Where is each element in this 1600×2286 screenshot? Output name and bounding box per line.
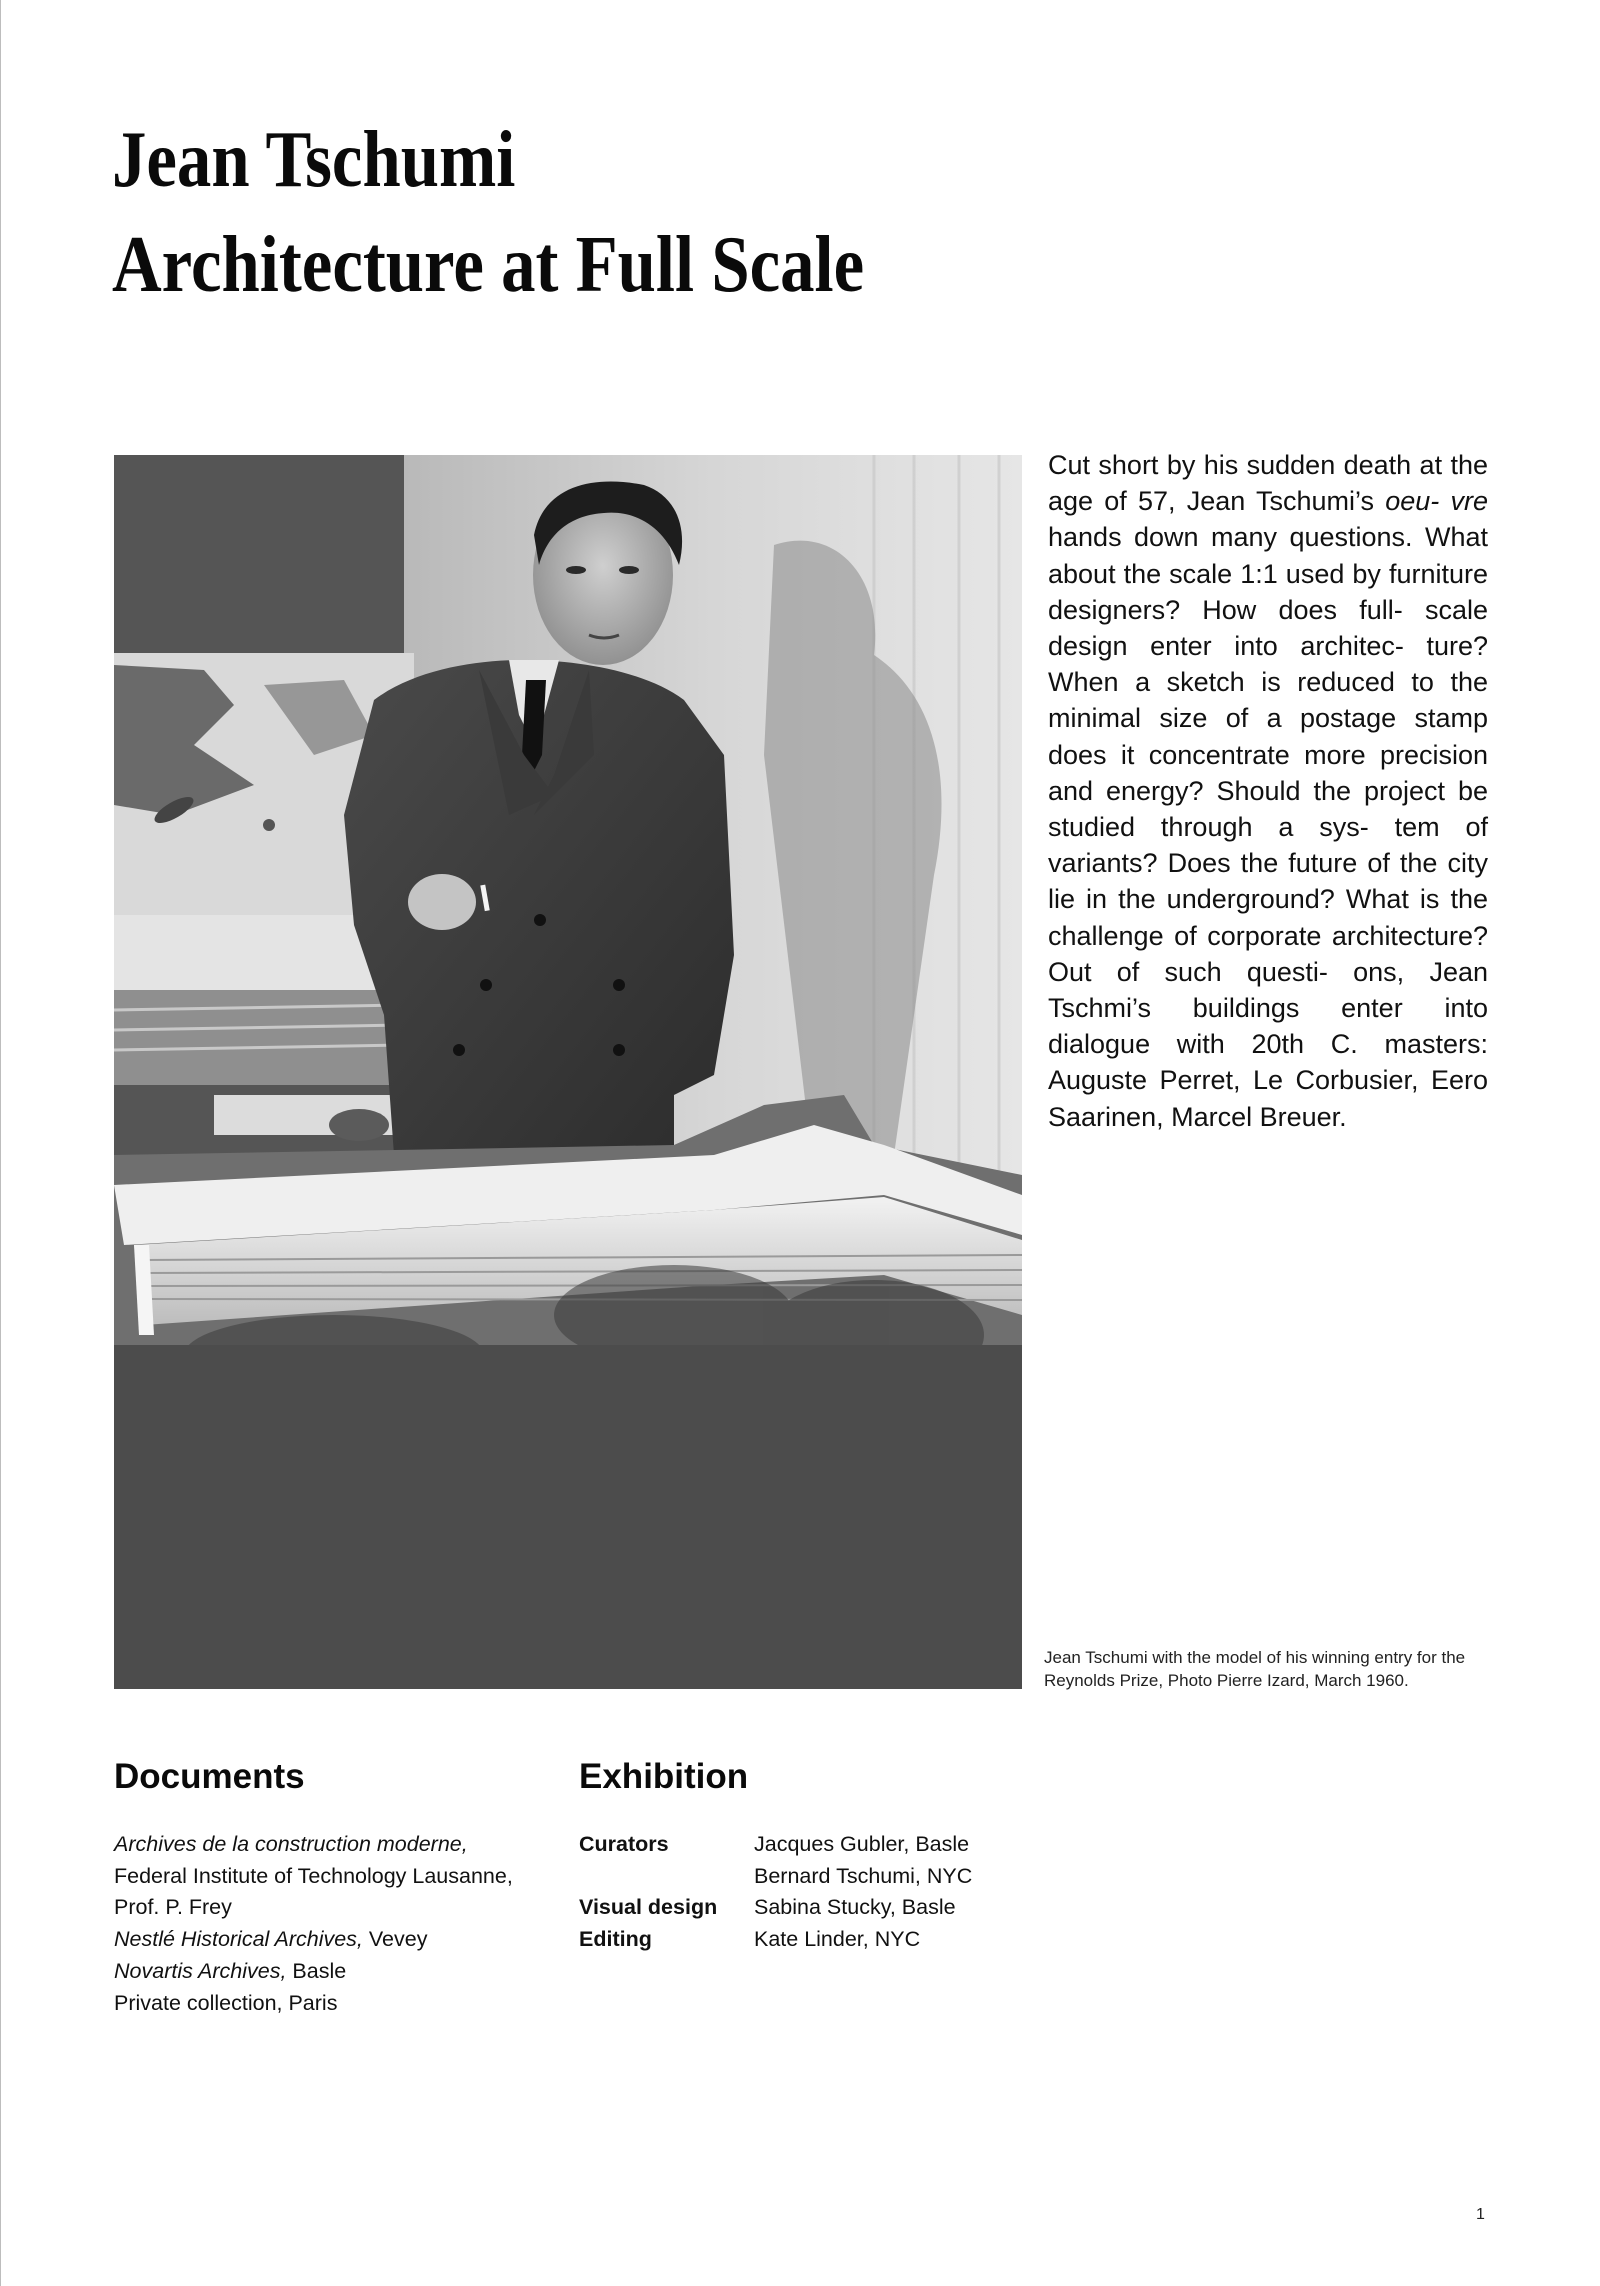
document-item: Private collection, Paris bbox=[114, 1990, 338, 2015]
credit-value: Jacques Gubler, Basle bbox=[754, 1832, 970, 1856]
documents-heading: Documents bbox=[114, 1757, 305, 1796]
credit-row-curators bbox=[579, 1829, 972, 1892]
credit-value: Kate Linder, NYC bbox=[754, 1927, 921, 1952]
page-edge bbox=[0, 0, 1, 2286]
intro-paragraph bbox=[1048, 447, 1488, 1135]
caption-line-2: Reynolds Prize, Photo Pierre Izard, March 1960. bbox=[1044, 1671, 1409, 1690]
intro-text-part3: hands down many questions. What about the scale 1:1 used by furniture designers? How does full- scale design enter into architec- ture? When a sketch is reduced to the minimal size of a postage stamp does it concentrate more precision and energy? Should the project be studied through a sys- tem of variants? Does the future of the city lie in the underground? What is the challenge of corporate architecture? Out of such questi- ons, Jean Tschmi’s buildings enter into dialogue with 20th C. masters: Auguste Perret, Le Corbusier, Eero Saarinen, Marcel Breuer. bbox=[1048, 522, 1488, 1132]
exhibition-credits bbox=[579, 1829, 972, 1956]
intro-text-oeuvre: oeu- vre bbox=[1385, 486, 1488, 517]
credit-label: Visual design bbox=[579, 1895, 718, 1920]
credit-label: Editing bbox=[579, 1927, 652, 1952]
credit-value: Sabina Stucky, Basle bbox=[754, 1895, 956, 1920]
document-item: Archives de la construction moderne, bbox=[114, 1832, 468, 1856]
portrait-photo bbox=[114, 455, 1022, 1689]
page-title bbox=[112, 108, 864, 318]
photo-caption bbox=[1044, 1646, 1504, 1692]
exhibition-heading: Exhibition bbox=[579, 1757, 749, 1796]
credit-value: Bernard Tschumi, NYC bbox=[754, 1863, 973, 1888]
credit-row-visual-design bbox=[579, 1892, 972, 1924]
credit-row-editing bbox=[579, 1924, 972, 1956]
intro-text-part1: Cut short by his sudden death at the age of 57, Jean Tschumi’s bbox=[1048, 450, 1488, 517]
document-item: Nestlé Historical Archives, Vevey bbox=[114, 1927, 428, 1952]
document-item: Novartis Archives, Basle bbox=[114, 1958, 347, 1983]
document-item: Prof. P. Frey bbox=[114, 1895, 232, 1920]
page-number: 1 bbox=[1476, 2206, 1485, 2223]
documents-list bbox=[114, 1829, 513, 2019]
caption-line-1: Jean Tschumi with the model of his winning entry for the bbox=[1044, 1648, 1466, 1667]
title-line-subtitle: Architecture at Full Scale bbox=[112, 221, 865, 309]
title-line-name: Jean Tschumi bbox=[112, 116, 516, 204]
credit-label: Curators bbox=[579, 1832, 669, 1856]
document-item: Federal Institute of Technology Lausanne, bbox=[114, 1863, 513, 1888]
